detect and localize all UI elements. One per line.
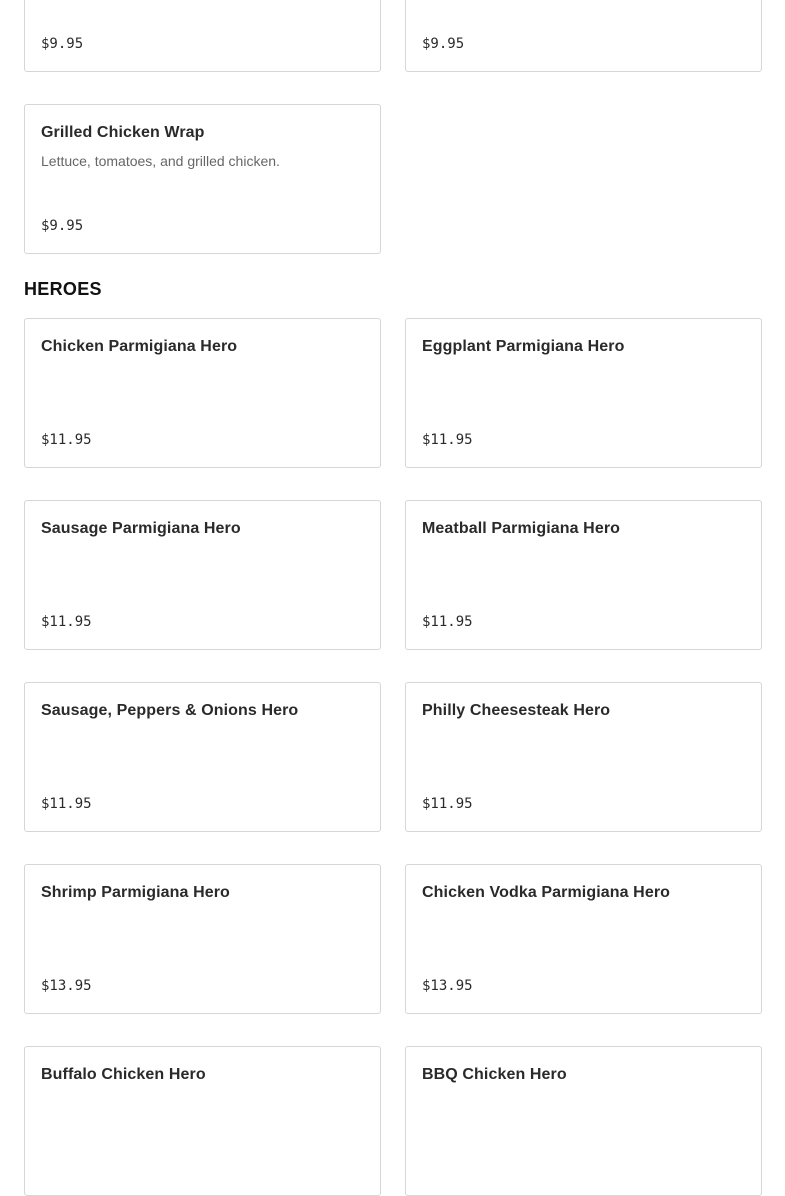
menu-item-price: $11.95 — [422, 432, 473, 448]
menu-item-card[interactable] — [24, 1046, 381, 1196]
menu-item-card[interactable] — [405, 500, 762, 650]
menu-item-price: $9.95 — [41, 36, 84, 52]
menu-item-card[interactable] — [24, 864, 381, 1014]
menu-item-name: BBQ Chicken Hero — [422, 1066, 567, 1083]
menu-item-card[interactable] — [24, 500, 381, 650]
menu-item-name: Philly Cheesesteak Hero — [422, 702, 611, 719]
menu-item-price: $11.95 — [41, 796, 92, 812]
menu-item-name: Chicken Vodka Parmigiana Hero — [422, 884, 671, 901]
menu-item-name: Sausage, Peppers & Onions Hero — [41, 702, 299, 719]
menu-item-price: $11.95 — [41, 432, 92, 448]
menu-item-card[interactable] — [405, 318, 762, 468]
menu-item-card[interactable] — [24, 318, 381, 468]
menu-item-card[interactable] — [405, 864, 762, 1014]
menu-item-price: $13.95 — [41, 978, 92, 994]
menu-item-card[interactable] — [405, 682, 762, 832]
menu-item-name: Shrimp Parmigiana Hero — [41, 884, 230, 901]
menu-item-name: Eggplant Parmigiana Hero — [422, 338, 625, 355]
menu-item-name: Chicken Parmigiana Hero — [41, 338, 238, 355]
menu-item-card[interactable] — [405, 0, 762, 72]
menu-item-name: Meatball Parmigiana Hero — [422, 520, 621, 537]
menu-item-price: $11.95 — [41, 614, 92, 630]
menu-item-price: $11.95 — [422, 614, 473, 630]
menu-item-price: $13.95 — [422, 978, 473, 994]
menu-item-price: $9.95 — [41, 218, 84, 234]
menu-item-description: Lettuce, tomatoes, and grilled chicken. — [41, 153, 280, 169]
menu-item-name: Grilled Chicken Wrap — [41, 124, 205, 141]
menu-item-price: $11.95 — [422, 796, 473, 812]
menu-item-price: $9.95 — [422, 36, 465, 52]
menu-item-card[interactable] — [405, 1046, 762, 1196]
menu-item-card[interactable] — [24, 0, 381, 72]
menu-item-name: Sausage Parmigiana Hero — [41, 520, 241, 537]
menu-item-name: Buffalo Chicken Hero — [41, 1066, 206, 1083]
section-title: HEROES — [24, 279, 102, 299]
menu-item-card[interactable] — [24, 682, 381, 832]
menu-item-card[interactable] — [24, 104, 381, 254]
